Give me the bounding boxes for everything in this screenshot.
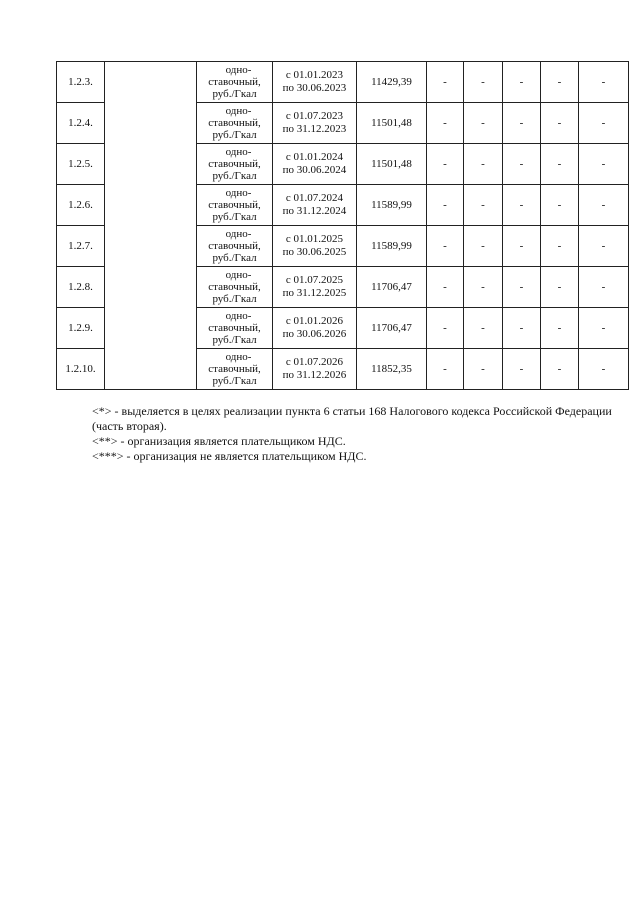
tariff-type-line: ставочный,	[208, 158, 261, 170]
table-row	[57, 62, 629, 103]
empty-value-cell: -	[464, 144, 503, 185]
period-cell	[273, 62, 357, 103]
empty-value-cell: -	[464, 267, 503, 308]
empty-value-cell: -	[579, 144, 629, 185]
empty-value-cell: -	[503, 226, 541, 267]
row-number-cell: 1.2.9.	[57, 308, 105, 349]
tariff-type-line: одно-	[225, 187, 252, 199]
table-row	[57, 349, 629, 390]
period-to: по 31.12.2025	[282, 287, 347, 299]
empty-value-cell: -	[579, 103, 629, 144]
period-from: с 01.07.2026	[285, 356, 344, 368]
period-from: с 01.07.2025	[285, 274, 344, 286]
organization-cell	[105, 308, 197, 349]
row-number-cell: 1.2.5.	[57, 144, 105, 185]
footnotes	[92, 404, 622, 464]
tariff-value-cell: 11501,48	[357, 103, 427, 144]
tariff-type-cell	[197, 226, 273, 267]
empty-value-cell: -	[427, 226, 464, 267]
table-row	[57, 103, 629, 144]
tariff-type-line: одно-	[225, 64, 252, 76]
empty-value-cell: -	[427, 349, 464, 390]
period-cell	[273, 308, 357, 349]
period-from: с 01.01.2025	[285, 233, 344, 245]
period-cell	[273, 349, 357, 390]
tariff-type-line: ставочный,	[208, 281, 261, 293]
empty-value-cell: -	[503, 144, 541, 185]
period-from: с 01.01.2024	[285, 151, 344, 163]
period-cell	[273, 144, 357, 185]
tariff-type-cell	[197, 103, 273, 144]
tariff-type-cell	[197, 144, 273, 185]
tariff-type-cell	[197, 349, 273, 390]
tariff-type-line: одно-	[225, 105, 252, 117]
row-number-cell: 1.2.10.	[57, 349, 105, 390]
organization-cell	[105, 144, 197, 185]
empty-value-cell: -	[464, 62, 503, 103]
period-from: с 01.07.2023	[285, 110, 344, 122]
footnote-vat-payer: <**> - организация является плательщиком НДС.	[92, 434, 346, 448]
tariff-type-line: руб./Гкал	[212, 211, 257, 223]
empty-value-cell: -	[503, 349, 541, 390]
organization-cell	[105, 185, 197, 226]
empty-value-cell: -	[541, 103, 579, 144]
row-number-cell: 1.2.7.	[57, 226, 105, 267]
empty-value-cell: -	[427, 103, 464, 144]
period-cell	[273, 185, 357, 226]
row-number-cell: 1.2.6.	[57, 185, 105, 226]
empty-value-cell: -	[464, 185, 503, 226]
tariff-type-cell	[197, 62, 273, 103]
empty-value-cell: -	[427, 185, 464, 226]
empty-value-cell: -	[579, 349, 629, 390]
period-from: с 01.07.2024	[285, 192, 344, 204]
period-to: по 30.06.2023	[282, 82, 347, 94]
row-number-cell: 1.2.8.	[57, 267, 105, 308]
tariff-type-line: руб./Гкал	[212, 170, 257, 182]
empty-value-cell: -	[541, 349, 579, 390]
empty-value-cell: -	[541, 144, 579, 185]
period-from: с 01.01.2026	[285, 315, 344, 327]
empty-value-cell: -	[541, 226, 579, 267]
period-cell	[273, 226, 357, 267]
tariff-type-line: ставочный,	[208, 240, 261, 252]
empty-value-cell: -	[579, 267, 629, 308]
empty-value-cell: -	[464, 308, 503, 349]
empty-value-cell: -	[427, 308, 464, 349]
tariff-value-cell: 11589,99	[357, 185, 427, 226]
tariff-type-cell	[197, 185, 273, 226]
empty-value-cell: -	[503, 103, 541, 144]
footnote-not-vat-payer: <***> - организация не является плательщиком НДС.	[92, 449, 367, 463]
table-row	[57, 308, 629, 349]
period-to: по 30.06.2024	[282, 164, 347, 176]
empty-value-cell: -	[579, 226, 629, 267]
tariff-value-cell: 11501,48	[357, 144, 427, 185]
empty-value-cell: -	[464, 349, 503, 390]
tariff-type-line: руб./Гкал	[212, 334, 257, 346]
tariff-type-line: ставочный,	[208, 322, 261, 334]
empty-value-cell: -	[541, 185, 579, 226]
period-from: с 01.01.2023	[285, 69, 344, 81]
row-number-cell: 1.2.3.	[57, 62, 105, 103]
tariff-value-cell: 11429,39	[357, 62, 427, 103]
period-to: по 31.12.2026	[282, 369, 347, 381]
tariff-type-line: одно-	[225, 310, 252, 322]
tariff-type-line: одно-	[225, 146, 252, 158]
table-row	[57, 226, 629, 267]
tariff-type-line: ставочный,	[208, 76, 261, 88]
period-to: по 31.12.2023	[282, 123, 347, 135]
tariff-type-line: одно-	[225, 228, 252, 240]
tariff-value-cell: 11706,47	[357, 308, 427, 349]
empty-value-cell: -	[541, 267, 579, 308]
period-to: по 31.12.2024	[282, 205, 347, 217]
tariff-type-line: руб./Гкал	[212, 252, 257, 264]
period-cell	[273, 103, 357, 144]
tariff-type-line: одно-	[225, 351, 252, 363]
empty-value-cell: -	[541, 308, 579, 349]
tariff-type-line: одно-	[225, 269, 252, 281]
tariff-type-line: руб./Гкал	[212, 129, 257, 141]
empty-value-cell: -	[464, 103, 503, 144]
tariff-type-cell	[197, 267, 273, 308]
empty-value-cell: -	[427, 267, 464, 308]
table-row	[57, 144, 629, 185]
tariff-value-cell: 11589,99	[357, 226, 427, 267]
row-number-cell: 1.2.4.	[57, 103, 105, 144]
tariff-value-cell: 11852,35	[357, 349, 427, 390]
tariff-type-line: руб./Гкал	[212, 375, 257, 387]
tariff-table	[56, 61, 629, 390]
empty-value-cell: -	[579, 308, 629, 349]
organization-cell	[105, 103, 197, 144]
empty-value-cell: -	[503, 185, 541, 226]
tariff-type-line: руб./Гкал	[212, 88, 257, 100]
empty-value-cell: -	[464, 226, 503, 267]
table-row	[57, 185, 629, 226]
empty-value-cell: -	[503, 267, 541, 308]
tariff-type-line: ставочный,	[208, 117, 261, 129]
empty-value-cell: -	[427, 62, 464, 103]
footnote-vat-allocated: <*> - выделяется в целях реализации пункта 6 статьи 168 Налогового кодекса Российской Федерации (часть вторая).	[92, 404, 612, 433]
tariff-type-cell	[197, 308, 273, 349]
tariff-value-cell: 11706,47	[357, 267, 427, 308]
empty-value-cell: -	[503, 62, 541, 103]
organization-cell	[105, 226, 197, 267]
tariff-table-body	[57, 62, 629, 390]
empty-value-cell: -	[503, 308, 541, 349]
period-cell	[273, 267, 357, 308]
period-to: по 30.06.2025	[282, 246, 347, 258]
empty-value-cell: -	[579, 185, 629, 226]
tariff-type-line: ставочный,	[208, 199, 261, 211]
organization-cell	[105, 349, 197, 390]
organization-cell	[105, 62, 197, 103]
organization-cell	[105, 267, 197, 308]
empty-value-cell: -	[427, 144, 464, 185]
empty-value-cell: -	[579, 62, 629, 103]
tariff-type-line: руб./Гкал	[212, 293, 257, 305]
period-to: по 30.06.2026	[282, 328, 347, 340]
tariff-type-line: ставочный,	[208, 363, 261, 375]
table-row	[57, 267, 629, 308]
empty-value-cell: -	[541, 62, 579, 103]
